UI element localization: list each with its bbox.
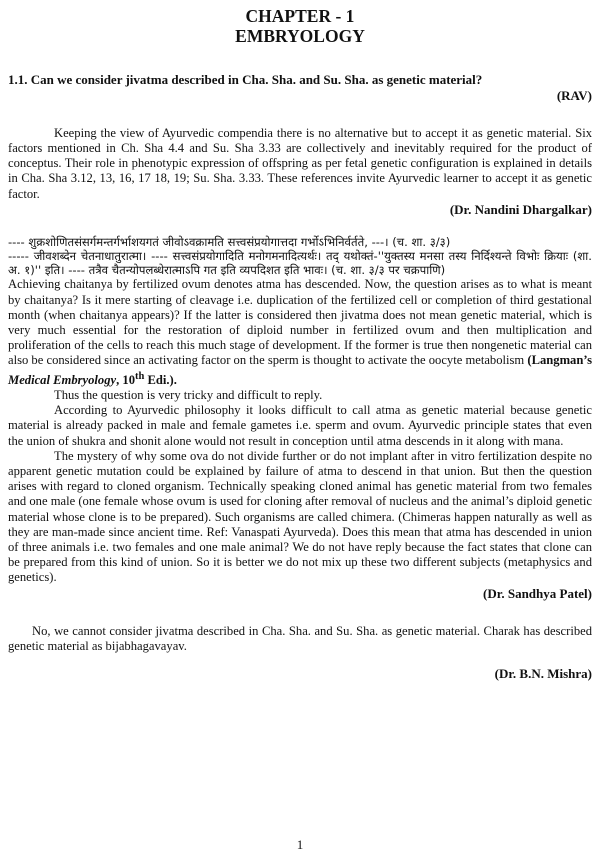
sanskrit-verse-1: ---- शुक्रशोणितसंसर्गमन्तर्गर्भाशयगतं जीवोऽवक्रामति सत्त्वसंप्रयोगात्तदा गर्भोऽभिनिर्वर्तते, ---। (च. शा. ३/३) bbox=[8, 234, 451, 249]
answer2-paragraph-mystery: The mystery of why some ova do not divide further or do not implant after in vitro fertilization despite no apparent genetic mutation could be explained by failure of atma to descend in that union. But then the question arises with regard to cloned organism. Technically speaking cloned animal has genetic material from two females and one male (one female whose ovum is used for cloning after removal of nucleus and the animal’s diploid genetic material whose clone is to be prepared). Such organisms are called chimera. (Chimeras happen naturally as well as they are man-made since ancient time. Ref: Vanaspati Ayurveda). Does this mean that atma has descended in union of three animals i.e. two females and one male animal? We do not have reply because the fact states that clone can be prepared from this kind of union. So it is better we do not mix up these two different subjects (metaphysics and genetics). bbox=[8, 448, 592, 585]
answer2-main-text: Achieving chaitanya by fertilized ovum denotes atma has descended. Now, the question arises as to what is meant by chaitanya? Is it mere starting of cleavage i.e. duplication of the fertilized cell or completion of third gestational month (when chaitanya appears)? If the latter is considered then jivatma does not mean genetic material, which is very much essential for the restoration of diploid number in fertilized ovum and then multiplication and proliferation of the cells to reach this much stage of development. If the former is true then nongenetic material can also be considered since an activating factor on the sperm is thought to activate the oocyte metabolism bbox=[8, 277, 592, 368]
answer2-paragraph-philosophy: According to Ayurvedic philosophy it looks difficult to call atma as genetic material because genetic material is already packed in male and female gametes i.e. sperm and ovum. Ayurvedic principle states that even the union of shukra and shonit alone would not result in conception until atma descends in it along with mana. bbox=[8, 403, 592, 448]
sanskrit-commentary: ----- जीवशब्देन चेतनाधातुरात्मा। ---- सत्त्वसंप्रयोगादिति मनोगमनादित्यर्थः। तद् यथोक्तं-''युक्तस्य मनसा तस्य निर्दिश्यन्ते विभोः क्रियाः (शा. अ. १)'' इति। ---- तत्रैव चैतन्योपलब्धेरात्माऽपि गत इति व्यपदिशत इति भावः। (च. शा. ३/३ पर चक्रपाणि) bbox=[8, 248, 592, 278]
answer2-paragraph-tricky: Thus the question is very tricky and difficult to reply. bbox=[54, 387, 323, 402]
chapter-subtitle: EMBRYOLOGY bbox=[235, 26, 365, 46]
question-source: (RAV) bbox=[556, 87, 592, 103]
answer1-author: (Dr. Nandini Dhargalkar) bbox=[449, 201, 592, 217]
answer2-author: (Dr. Sandhya Patel) bbox=[483, 585, 592, 601]
reference-book-title: Medical Embryology bbox=[8, 372, 117, 387]
chapter-title: CHAPTER - 1 bbox=[245, 6, 355, 26]
answer3-paragraph: No, we cannot consider jivatma described in Cha. Sha. and Su. Sha. as genetic material. Charak has described genetic material as bijabhagavayav. bbox=[8, 623, 592, 653]
page-number: 1 bbox=[296, 836, 304, 852]
question-text: 1.1. Can we consider jivatma described in Cha. Sha. and Su. Sha. as genetic material? bbox=[8, 72, 483, 87]
answer2-main-paragraph bbox=[8, 277, 592, 388]
answer1-paragraph: Keeping the view of Ayurvedic compendia there is no alternative but to accept it as genetic material. Six factors mentioned in Ch. Sha 4.4 and Su. Sha 3.33 are collectively and inevitably required for the product of conceptus. Their role in phenotypic expression of offspring as per fetal genetic configuration is explained in details in Cha. Sha 3.12, 13, 16, 17 18, 19; Su. Sha. 3.33. These references invite Ayurvedic learner to accept it as genetic factor. bbox=[8, 125, 592, 201]
langman-reference: (Langman’s Medical Embryology, 10th Edi.). bbox=[8, 353, 592, 387]
answer3-author: (Dr. B.N. Mishra) bbox=[494, 665, 592, 681]
